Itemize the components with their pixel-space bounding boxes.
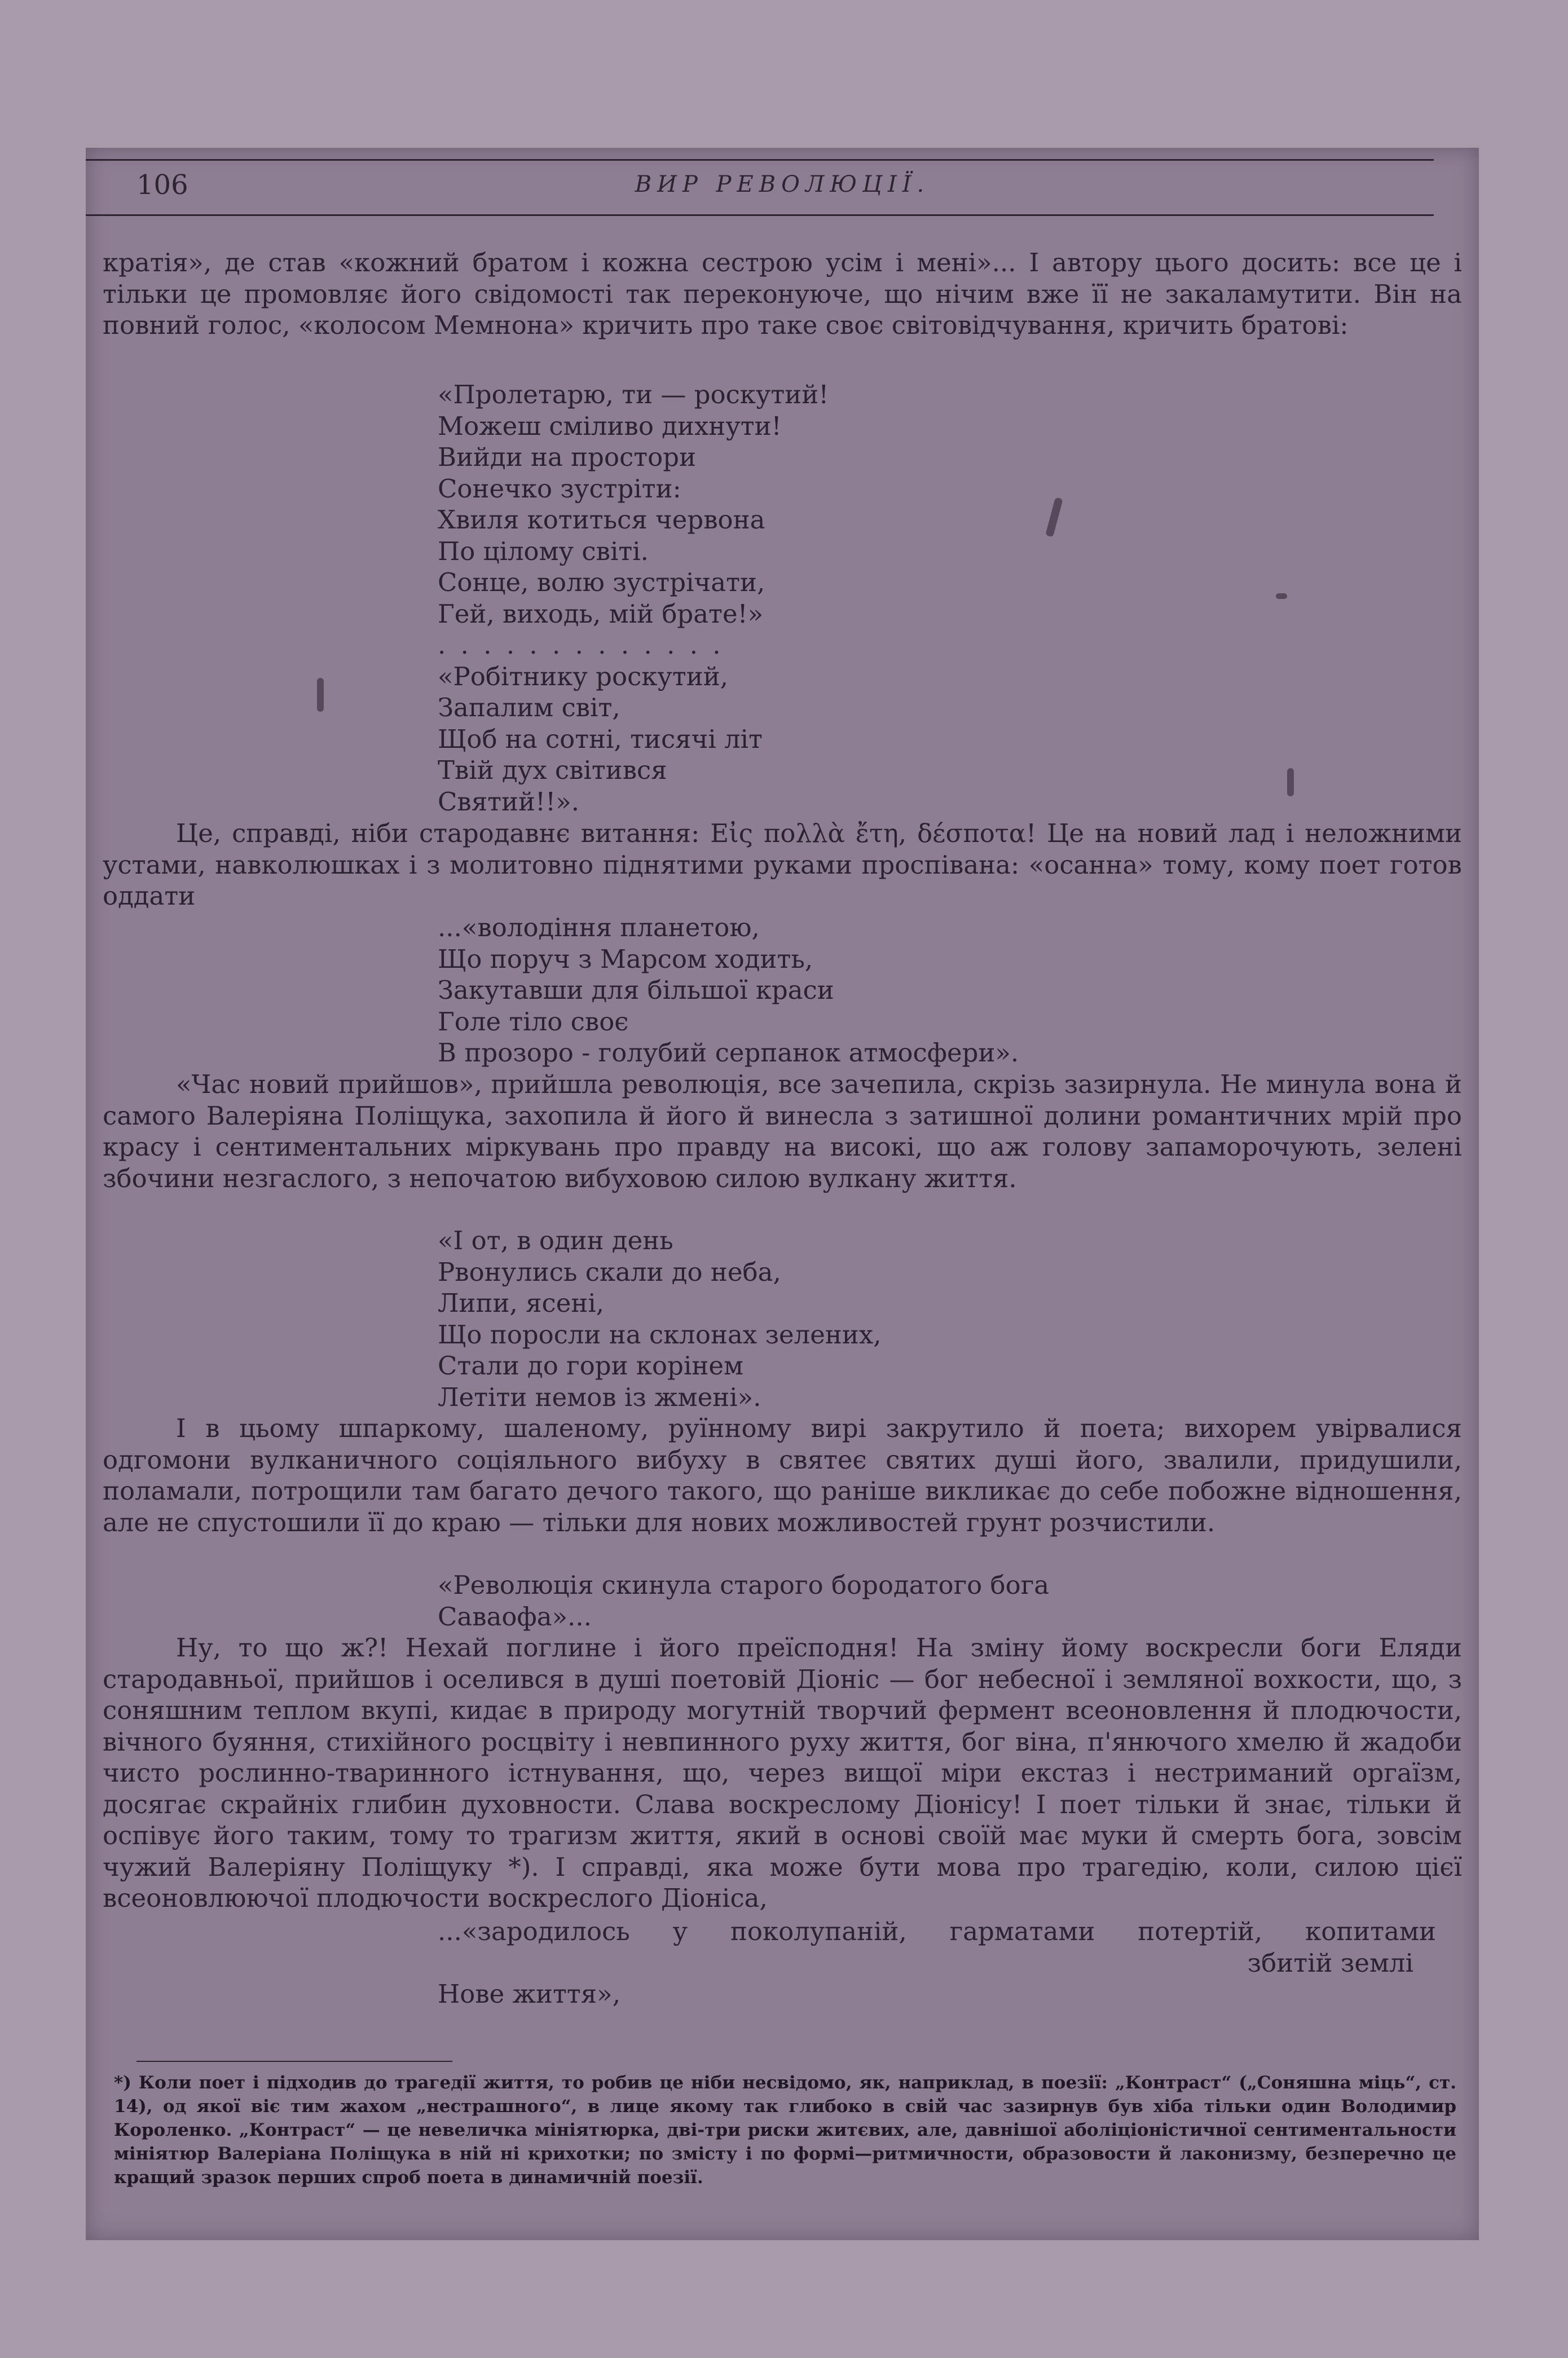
paragraph-1-text: кратія», де став «кожний братом і кожна сестрою усім і мені»... І автору цього досить: все це і тільки це промовляє його свідомості так переконуюче, що нічим вже її не закаламутити. Він на повний голос, «колосом Мемнона» кричить про таке своє світовідчування, кричить братові:	[103, 248, 1462, 340]
verse-line: Що поруч з Марсом ходить,	[438, 944, 813, 974]
paper-speck	[317, 678, 324, 712]
paper-speck	[1276, 593, 1287, 599]
paragraph-1	[103, 247, 1462, 341]
verse-line: В прозоро - голубий серпанок атмосфери».	[438, 1038, 1019, 1068]
verse-line: «Революція скинула старого бородатого бога	[438, 1570, 1050, 1600]
verse-line: Стали до гори корінем	[438, 1351, 743, 1381]
paragraph-2	[103, 818, 1462, 912]
header-top-rule	[86, 159, 1434, 161]
paper-speck	[1287, 768, 1294, 796]
footnote-rule	[136, 2061, 452, 2062]
verse-line: Що поросли на склонах зелених,	[438, 1319, 882, 1350]
paragraph-4-text: І в цьому шпаркому, шаленому, руїнному вирі закрутило й поета; вихорем увірвалися одгомони вулканичного соціяльного вибуху в святеє святих душі його, звалили, придушили, поламали, потрощили там багато дечого такого, що раніше викликає до себе побожне відношення, але не спустошили її до краю — тільки для нових можливостей грунт розчистили.	[103, 1413, 1462, 1537]
paragraph-5	[103, 1632, 1462, 1914]
verse-line-right: збитій землі	[1247, 1947, 1413, 1978]
verse-3	[438, 1225, 882, 1413]
verse-line: По цілому світі.	[438, 536, 649, 566]
paragraph-2-text: Це, справді, ніби стародавнє витання: Εἰς πολλὰ ἔτη, δέσποτα! Це на новий лад і неложними устами, навколюшках і з молитовно піднятими руками проспівана: «осанна» тому, кому поет готов оддати	[103, 818, 1462, 911]
book-page	[86, 148, 1479, 2240]
running-header	[86, 165, 1479, 199]
verse-line: Сонечко зустріти:	[438, 473, 681, 504]
verse-line: Щоб на сотні, тисячі літ	[438, 724, 763, 754]
verse-line: Можеш сміливо дихнути!	[438, 411, 782, 441]
verse-1	[438, 379, 829, 817]
verse-4	[438, 1570, 1049, 1632]
verse-line: «І от, в один день	[438, 1226, 673, 1255]
verse-line: Гей, виходь, мій брате!»	[438, 598, 764, 629]
verse-ellipsis: . . . . . . . . . . . . .	[438, 630, 724, 660]
verse-line: Закутавши для більшої краси	[438, 975, 834, 1005]
verse-5	[438, 1916, 1436, 2010]
paragraph-5-text: Ну, то що ж?! Нехай поглине і його преїсподня! На зміну йому воскресли боги Еляди стародавньої, прийшов і оселився в душі поетовій Діоніс — бог небесної і земляної вохкости, що, з соняшним теплом вкупі, кидає в природу могутній творчий фермент всеоновлення й плодючости, вічного буяння, стихійного росцвіту і невпинного руху життя, бог віна, п'янючого хмелю й жадоби чисто рослинно-тваринного істнування, що, через вищої міри екстаз і нестриманий оргаїзм, досягає скрайніх глибин духовности. Слава воскреслому Діонісу! І поет тільки й знає, тільки й оспівує його таким, тому то трагизм життя, який в основі своїй має муки й смерть бога, зовсім чужий Валеріяну Поліщуку *). І справді, яка може бути мова про трагедію, коли, силою цієї всеоновлюючої плодючости воскреслого Діоніса,	[103, 1633, 1462, 1913]
verse-line: Нове життя»,	[438, 1979, 621, 2009]
paper-speck	[1045, 497, 1063, 537]
verse-line: Вийди на простори	[438, 442, 697, 472]
paragraph-3-text: «Час новий прийшов», прийшла революція, все зачепила, скрізь зазирнула. Не минула вона й самого Валеріяна Поліщука, захопила й його й винесла з затишної долини романтичних мрій про красу і сентиментальних міркувань про правду на високі, що аж голову запаморочують, зелені збочини незгаслого, з непочатою вибуховою силою вулкану життя.	[103, 1069, 1462, 1193]
verse-line: «Робітнику роскутий,	[438, 661, 729, 691]
running-title: ВИР РЕВОЛЮЦІЇ.	[635, 171, 930, 197]
paragraph-3	[103, 1069, 1462, 1194]
page-number: 106	[136, 169, 188, 201]
verse-line: Липи, ясені,	[438, 1288, 605, 1318]
verse-line: ...«володіння планетою,	[438, 913, 760, 942]
verse-line: Хвиля котиться червона	[438, 505, 765, 535]
verse-line: Голе тіло своє	[438, 1006, 629, 1037]
header-bottom-rule	[86, 214, 1434, 216]
verse-line: Сонце, волю зустрічати,	[438, 567, 765, 597]
verse-line: Саваофа»...	[438, 1601, 592, 1632]
verse-line: «Пролетарю, ти — роскутий!	[438, 380, 829, 409]
paragraph-4	[103, 1413, 1462, 1538]
verse-line: Летіти немов із жмені».	[438, 1382, 761, 1412]
verse-line: Твій дух світився	[438, 755, 667, 785]
verse-line: ...«зародилось у поколупаній, гарматами потертій, копитами	[438, 1916, 1436, 1946]
verse-line: Святий!!».	[438, 786, 580, 817]
footnote: *) Коли поет і підходив до трагедії життя, то робив це ніби несвідомо, як, наприклад, в поезії: „Контраст“ („Соняшна міць“, ст. 14), од якої віє тим жахом „нестрашного“, в лице якому так глибоко в свій час зазирнув був хіба тільки один Володимир Короленко. „Контраст“ — це невеличка мініятюрка, дві-три риски житєвих, але, давнішої аболіціоністичної сентиментальности мініятюр Валеріана Поліщука в ній ні крихотки; по змісту і по формі—ритмичности, образовости й лаконизму, безперечно це кращий зразок перших спроб поета в динамичній поезії.	[114, 2073, 1456, 2188]
verse-line: Рвонулись скали до неба,	[438, 1257, 781, 1287]
verse-line: Запалим світ,	[438, 693, 620, 722]
verse-2	[438, 912, 1019, 1069]
